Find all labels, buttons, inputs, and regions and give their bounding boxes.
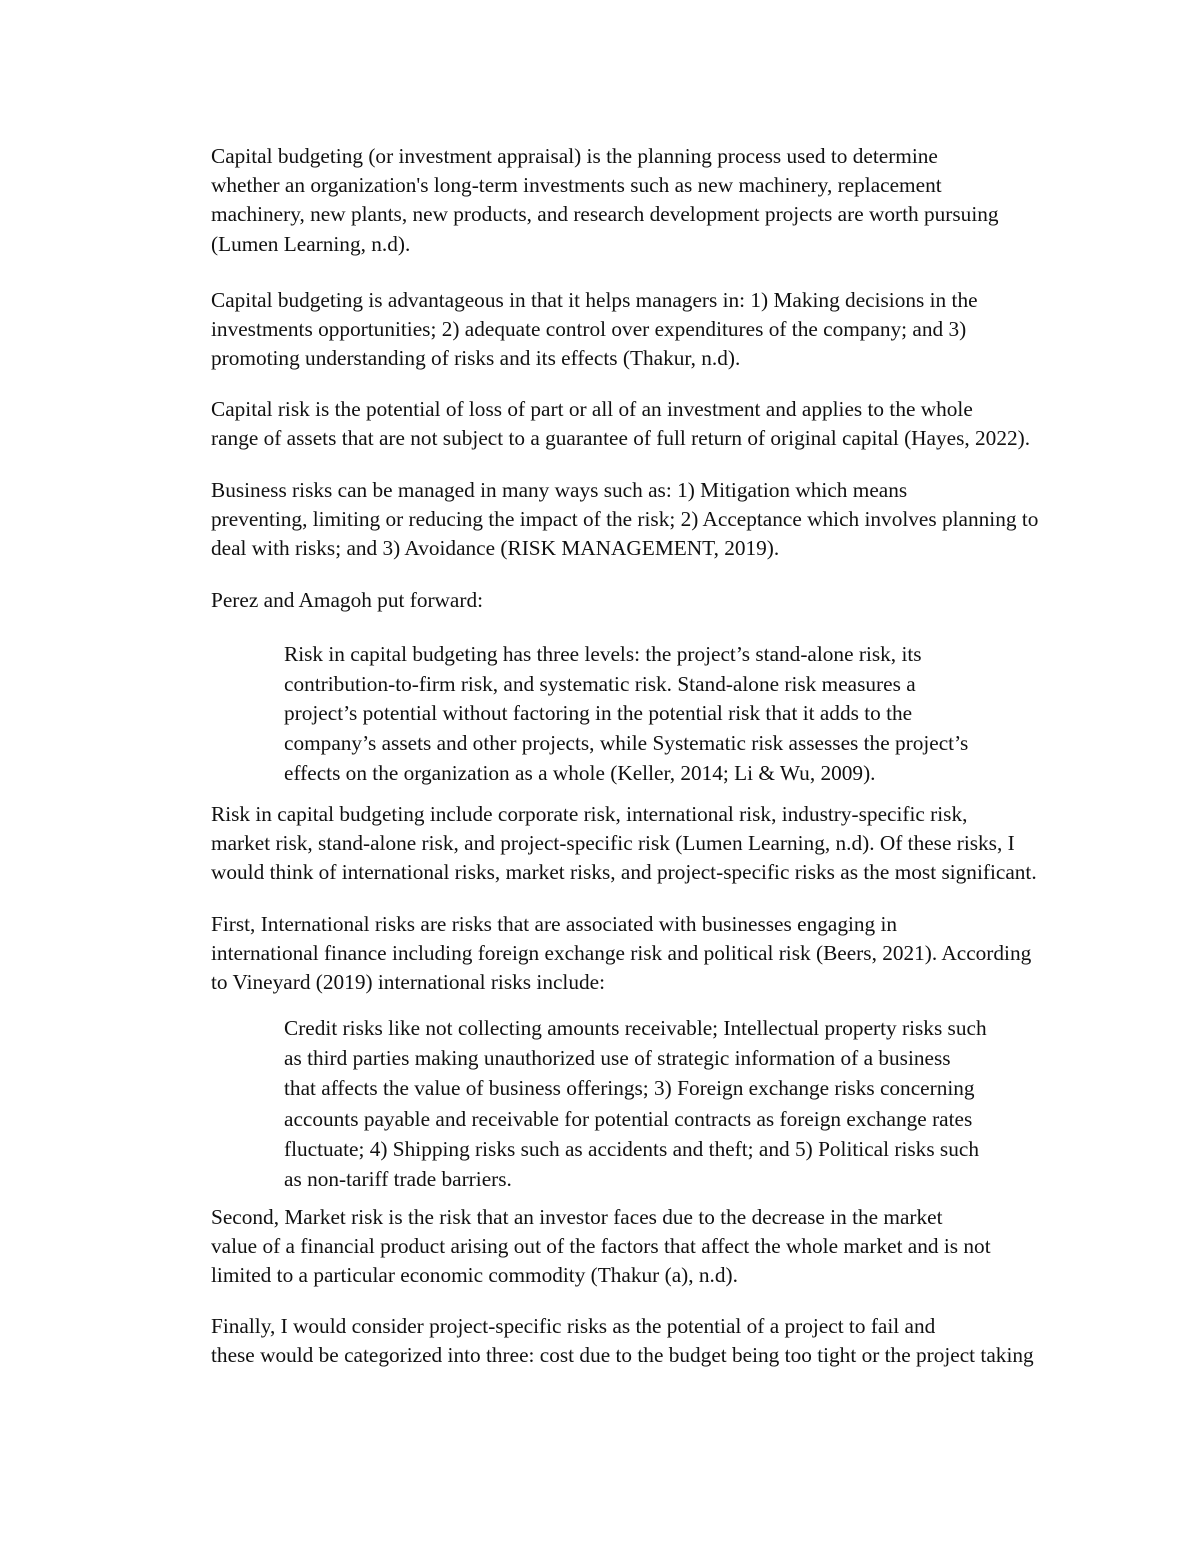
- quote-line: Credit risks like not collecting amounts receivable; Intellectual property risks such: [284, 1016, 987, 1040]
- text-line: preventing, limiting or reducing the impact of the risk; 2) Acceptance which involves planning to: [211, 507, 1039, 532]
- quote-line: Risk in capital budgeting has three levels: the project’s stand-alone risk, its: [284, 642, 922, 666]
- paragraph-business-risks: [143, 476, 1063, 564]
- paragraph-market-risk: [143, 1203, 1063, 1291]
- quote-line: as non-tariff trade barriers.: [284, 1167, 512, 1192]
- text-line: First, International risks are risks that are associated with businesses engaging in: [211, 912, 898, 936]
- paragraph-international-risks: [143, 910, 1063, 998]
- text-line: range of assets that are not subject to a guarantee of full return of original capital (Hayes, 2022).: [211, 426, 1031, 451]
- text-line: market risk, stand-alone risk, and project-specific risk (Lumen Learning, n.d). Of these risks, I: [211, 831, 1015, 856]
- text-line: Second, Market risk is the risk that an investor faces due to the decrease in the market: [211, 1205, 943, 1229]
- text-line: Capital budgeting is advantageous in that it helps managers in: 1) Making decisions in the: [211, 288, 978, 312]
- paragraph-capital-risk: [143, 395, 1063, 453]
- paragraph-capital-budgeting-advantages: [143, 286, 1063, 374]
- text-line: limited to a particular economic commodity (Thakur (a), n.d).: [211, 1263, 738, 1288]
- text-line: to Vineyard (2019) international risks include:: [211, 970, 606, 995]
- text-line: international finance including foreign exchange risk and political risk (Beers, 2021). According: [211, 941, 1032, 966]
- quote-line: effects on the organization as a whole (Keller, 2014; Li & Wu, 2009).: [284, 760, 876, 785]
- text-line: Capital budgeting (or investment appraisal) is the planning process used to determine: [211, 144, 938, 168]
- quote-line: accounts payable and receivable for potential contracts as foreign exchange rates: [284, 1106, 973, 1131]
- text-line: promoting understanding of risks and its effects (Thakur, n.d).: [211, 346, 741, 371]
- quote-line: fluctuate; 4) Shipping risks such as accidents and theft; and 5) Political risks such: [284, 1136, 979, 1161]
- text-line: investments opportunities; 2) adequate control over expenditures of the company; and 3): [211, 317, 967, 342]
- block-quote-international-risks: [284, 1013, 1064, 1194]
- text-line: these would be categorized into three: cost due to the budget being too tight or the project taking: [211, 1343, 1034, 1368]
- quote-line: that affects the value of business offerings; 3) Foreign exchange risks concerning: [284, 1076, 975, 1101]
- text-line: Perez and Amagoh put forward:: [211, 588, 484, 612]
- quote-line: as third parties making unauthorized use of strategic information of a business: [284, 1046, 951, 1071]
- paragraph-capital-budgeting-definition: [143, 142, 1063, 259]
- text-line: Finally, I would consider project-specific risks as the potential of a project to fail and: [211, 1314, 936, 1338]
- text-line: value of a financial product arising out of the factors that affect the whole market and is not: [211, 1234, 991, 1259]
- quote-line: contribution-to-firm risk, and systematic risk. Stand-alone risk measures a: [284, 671, 916, 696]
- block-quote-risk-levels: [284, 640, 1064, 789]
- quote-line: company’s assets and other projects, while Systematic risk assesses the project’s: [284, 731, 969, 756]
- paragraph-risk-types: [143, 800, 1063, 888]
- paragraph-perez-amagoh: [143, 586, 1063, 615]
- text-line: deal with risks; and 3) Avoidance (RISK MANAGEMENT, 2019).: [211, 536, 780, 561]
- text-line: machinery, new plants, new products, and research development projects are worth pursuing: [211, 202, 999, 227]
- text-line: Business risks can be managed in many ways such as: 1) Mitigation which means: [211, 478, 908, 502]
- paragraph-project-specific-risks: [143, 1312, 1063, 1370]
- quote-line: project’s potential without factoring in the potential risk that it adds to the: [284, 701, 913, 726]
- text-line: Risk in capital budgeting include corporate risk, international risk, industry-specific risk,: [211, 802, 968, 826]
- text-line: would think of international risks, market risks, and project-specific risks as the most significant.: [211, 860, 1037, 885]
- text-line: (Lumen Learning, n.d).: [211, 231, 411, 256]
- text-line: Capital risk is the potential of loss of part or all of an investment and applies to the whole: [211, 397, 973, 421]
- text-line: whether an organization's long-term investments such as new machinery, replacement: [211, 173, 942, 198]
